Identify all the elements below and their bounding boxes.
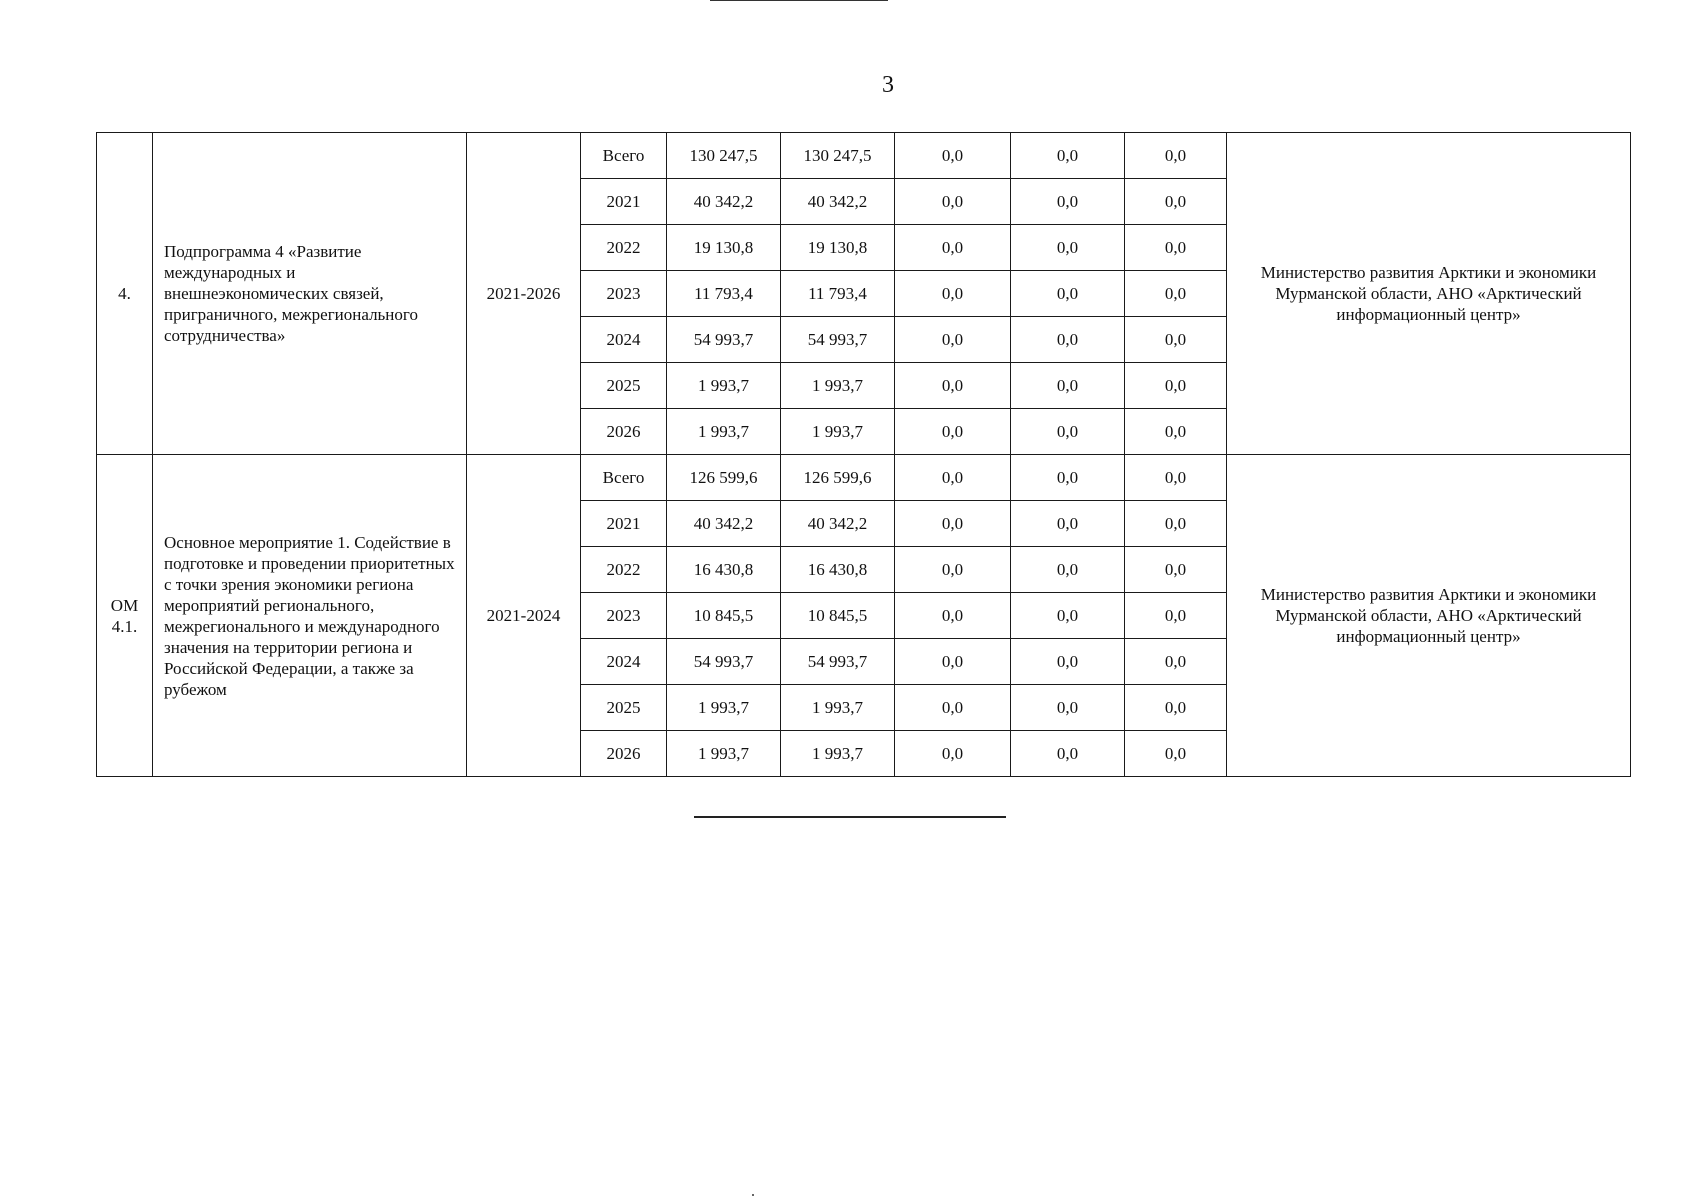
row-regional: 40 342,2 (781, 179, 895, 225)
row-regional: 19 130,8 (781, 225, 895, 271)
row-col5: 0,0 (1125, 409, 1227, 455)
page-number: 3 (882, 72, 894, 98)
row-total: 1 993,7 (667, 363, 781, 409)
row-regional: 126 599,6 (781, 455, 895, 501)
block-executor: Министерство развития Арктики и экономики Мурманской области, АНО «Арктический информационный центр» (1227, 455, 1631, 777)
row-col4: 0,0 (1011, 179, 1125, 225)
block-number: 4. (97, 133, 153, 455)
block-name: Подпрограмма 4 «Развитие международных и внешнеэкономических связей, приграничного, межрегионального сотрудничества» (153, 133, 467, 455)
row-col3: 0,0 (895, 271, 1011, 317)
row-regional: 1 993,7 (781, 363, 895, 409)
table-body (97, 133, 1631, 777)
row-regional: 40 342,2 (781, 501, 895, 547)
row-regional: 10 845,5 (781, 593, 895, 639)
row-regional: 1 993,7 (781, 409, 895, 455)
row-col5: 0,0 (1125, 363, 1227, 409)
row-regional: 1 993,7 (781, 685, 895, 731)
row-total: 10 845,5 (667, 593, 781, 639)
row-col4: 0,0 (1011, 363, 1125, 409)
row-col4: 0,0 (1011, 731, 1125, 777)
row-col5: 0,0 (1125, 731, 1227, 777)
row-total: 40 342,2 (667, 501, 781, 547)
row-regional: 1 993,7 (781, 731, 895, 777)
top-rule (710, 0, 888, 1)
row-col3: 0,0 (895, 639, 1011, 685)
row-col5: 0,0 (1125, 685, 1227, 731)
row-col4: 0,0 (1011, 639, 1125, 685)
row-col3: 0,0 (895, 179, 1011, 225)
row-col3: 0,0 (895, 317, 1011, 363)
row-col5: 0,0 (1125, 179, 1227, 225)
row-regional: 54 993,7 (781, 639, 895, 685)
row-col3: 0,0 (895, 455, 1011, 501)
row-year: 2024 (581, 317, 667, 363)
row-year: 2024 (581, 639, 667, 685)
row-col3: 0,0 (895, 363, 1011, 409)
row-col5: 0,0 (1125, 271, 1227, 317)
row-col5: 0,0 (1125, 225, 1227, 271)
row-col5: 0,0 (1125, 317, 1227, 363)
row-total: 1 993,7 (667, 685, 781, 731)
block-period: 2021-2024 (467, 455, 581, 777)
row-total: 11 793,4 (667, 271, 781, 317)
row-col4: 0,0 (1011, 501, 1125, 547)
row-col3: 0,0 (895, 731, 1011, 777)
row-total: 40 342,2 (667, 179, 781, 225)
row-col4: 0,0 (1011, 593, 1125, 639)
row-regional: 11 793,4 (781, 271, 895, 317)
row-col4: 0,0 (1011, 271, 1125, 317)
scan-speck (752, 1194, 754, 1196)
row-col3: 0,0 (895, 547, 1011, 593)
row-year: 2023 (581, 593, 667, 639)
row-col4: 0,0 (1011, 455, 1125, 501)
row-regional: 130 247,5 (781, 133, 895, 179)
row-year: 2023 (581, 271, 667, 317)
row-total: 1 993,7 (667, 409, 781, 455)
row-year: 2021 (581, 501, 667, 547)
row-regional: 16 430,8 (781, 547, 895, 593)
row-col3: 0,0 (895, 685, 1011, 731)
row-col4: 0,0 (1011, 225, 1125, 271)
row-year: 2021 (581, 179, 667, 225)
row-col5: 0,0 (1125, 593, 1227, 639)
row-total: 54 993,7 (667, 317, 781, 363)
row-col4: 0,0 (1011, 409, 1125, 455)
budget-table (96, 132, 1631, 777)
row-year: 2025 (581, 685, 667, 731)
row-year: Всего (581, 455, 667, 501)
row-col5: 0,0 (1125, 639, 1227, 685)
row-total: 126 599,6 (667, 455, 781, 501)
row-year: 2026 (581, 409, 667, 455)
block-period: 2021-2026 (467, 133, 581, 455)
row-col3: 0,0 (895, 593, 1011, 639)
closing-rule (694, 816, 1006, 818)
row-col3: 0,0 (895, 133, 1011, 179)
row-total: 130 247,5 (667, 133, 781, 179)
row-regional: 54 993,7 (781, 317, 895, 363)
row-total: 16 430,8 (667, 547, 781, 593)
row-col4: 0,0 (1011, 133, 1125, 179)
row-col3: 0,0 (895, 225, 1011, 271)
row-col3: 0,0 (895, 501, 1011, 547)
row-total: 19 130,8 (667, 225, 781, 271)
row-col4: 0,0 (1011, 685, 1125, 731)
row-year: 2025 (581, 363, 667, 409)
row-col5: 0,0 (1125, 501, 1227, 547)
row-year: 2022 (581, 547, 667, 593)
table-row (97, 133, 1631, 179)
row-col5: 0,0 (1125, 133, 1227, 179)
row-col5: 0,0 (1125, 547, 1227, 593)
row-col4: 0,0 (1011, 317, 1125, 363)
row-col5: 0,0 (1125, 455, 1227, 501)
row-col3: 0,0 (895, 409, 1011, 455)
table-row (97, 455, 1631, 501)
block-number: ОМ 4.1. (97, 455, 153, 777)
row-year: Всего (581, 133, 667, 179)
row-total: 1 993,7 (667, 731, 781, 777)
block-name: Основное мероприятие 1. Содействие в подготовке и проведении приоритетных с точки зрения экономики региона мероприятий регионального, межрегионального и международного значения на территории региона и Российской Федерации, а также за рубежом (153, 455, 467, 777)
row-year: 2022 (581, 225, 667, 271)
block-executor: Министерство развития Арктики и экономики Мурманской области, АНО «Арктический информационный центр» (1227, 133, 1631, 455)
row-year: 2026 (581, 731, 667, 777)
row-col4: 0,0 (1011, 547, 1125, 593)
row-total: 54 993,7 (667, 639, 781, 685)
